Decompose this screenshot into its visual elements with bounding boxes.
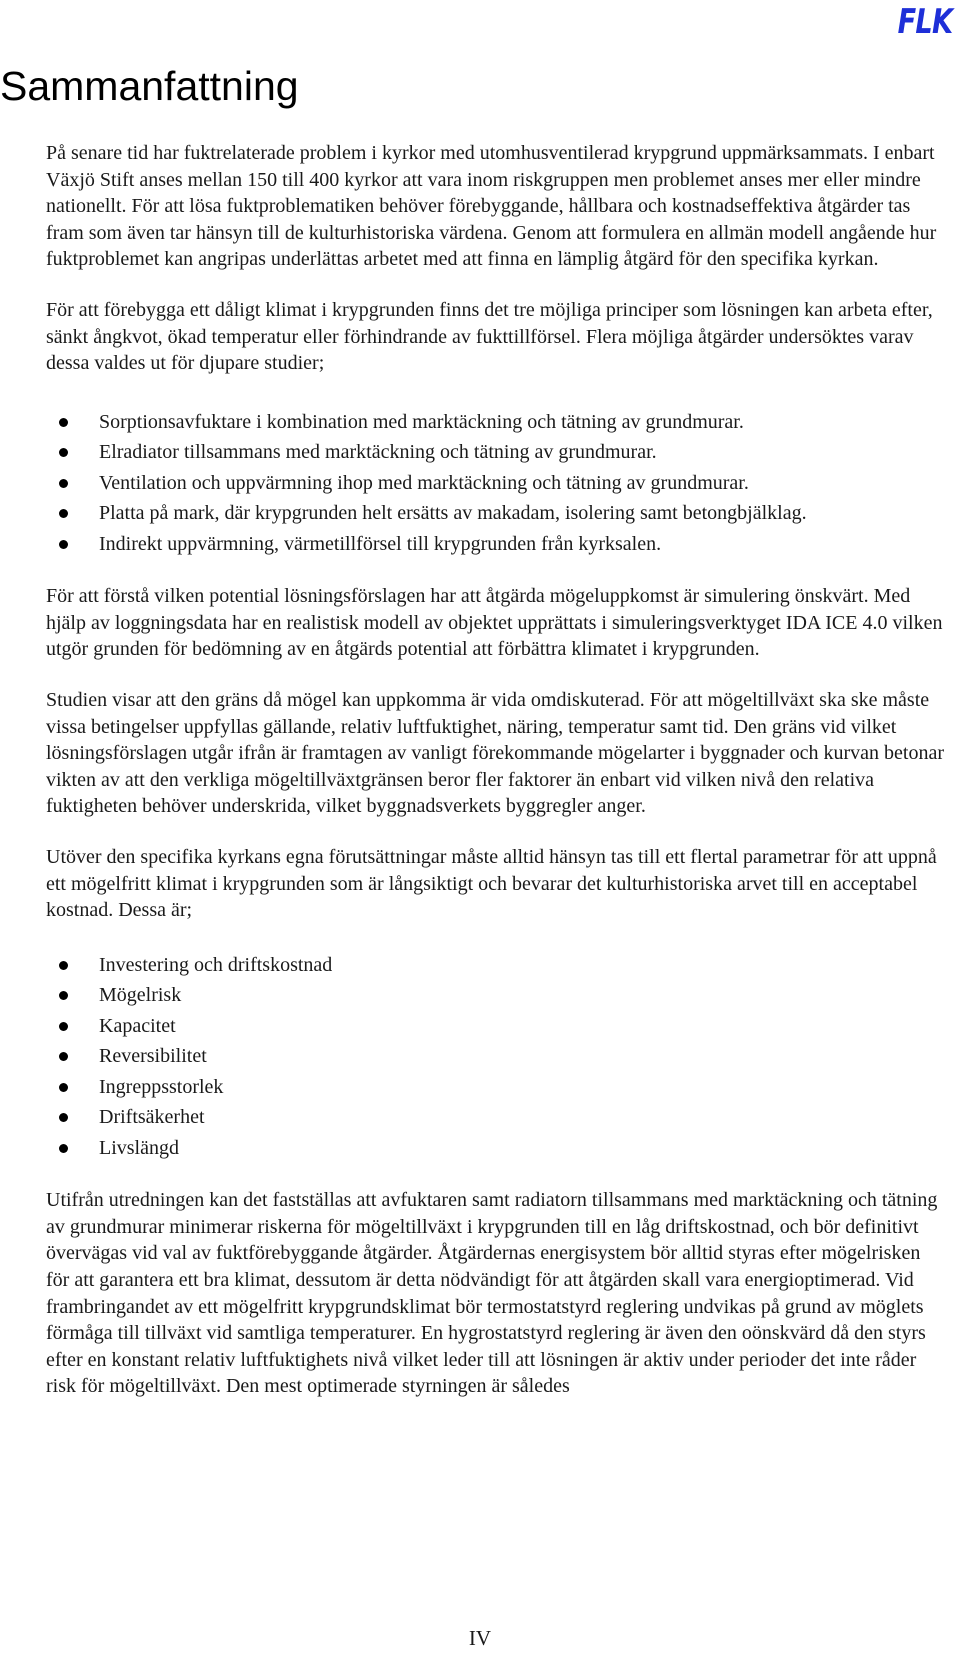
paragraph-simulation: För att förstå vilken potential lösningsförslagen har att åtgärda mögeluppkomst är simulering önskvärt. Med hjälp av loggningsdata har en realistisk modell av objektet upprättats i simuleringsverktyget IDA ICE 4.0 vilken utgör grunden för bedömning av en åtgärds potential att förbättra klimatet i krypgrunden. [46, 585, 943, 661]
paragraph-mould-limit: Studien visar att den gräns då mögel kan uppkomma är vida omdiskuterad. För att mögeltillväxt ska ske måste vissa betingelser uppfyllas gällande, relativ luftfuktighet, näring, temperatur samt tid. Den gräns vid vilket lösningsförslagen utgår ifrån är framtagen av vanligt förekommande mögelarter i byggnader och kurvan betonar vikten av att den verkliga mögeltillväxtgränsen beror fler faktorer än enbart vid vilken nivå den relativa fuktigheten behöver underskrida, vilket byggnadsverkets byggregler anger. [46, 689, 945, 818]
bullet-icon [59, 540, 68, 549]
bullet-icon [59, 1083, 68, 1092]
paragraph-conclusion: Utifrån utredningen kan det fastställas att avfuktaren samt radiatorn tillsammans med marktäckning och tätning av grundmurar minimerar riskerna för mögeltillväxt i krypgrunden till en låg driftskostnad, och bör definitivt övervägas vid val av fuktförebyggande åtgärder. Åtgärdernas energisystem bör alltid styras efter mögelrisken för att garantera ett bra klimat, dessutom är detta nödvändigt för att åtgärden skall vara energioptimerad. Vid frambringandet av ett mögelfritt krypgrundsklimat bör termostatstyrd reglering undvikas på grund av möglets förmåga till tillväxt vid samtliga temperaturer. En hygrostatstyrd reglering är även den oönskvärd då den styrs efter en konstant relativ luftfuktighets nivå vilket leder till att lösningen är aktiv under perioder det inte råder risk för mögeltillväxt. Den mest optimerade styrningen är således [46, 1189, 938, 1398]
list-item: Platta på mark, där krypgrunden helt ersätts av makadam, isolering samt betongbjälklag. [46, 498, 946, 529]
paragraph-principles: För att förebygga ett dåligt klimat i krypgrunden finns det tre möjliga principer som lösningen kan arbeta efter, sänkt ångkvot, ökad temperatur eller förhindrande av fukttillförsel. Flera möjliga åtgärder undersöktes varav dessa valdes ut för djupare studier; [46, 298, 933, 375]
bullet-icon [59, 479, 68, 488]
list-item: Elradiator tillsammans med marktäckning och tätning av grundmurar. [46, 437, 946, 468]
list-item: Reversibilitet [46, 1041, 946, 1072]
list-item: Kapacitet [46, 1011, 946, 1042]
bullet-icon [59, 1144, 68, 1153]
flk-logo: FLK [897, 2, 952, 42]
bullet-icon [59, 991, 68, 1000]
paragraph-intro: På senare tid har fuktrelaterade problem i kyrkor med utomhusventilerad krypgrund uppmärksammats. I enbart Växjö Stift anses mellan 150 till 400 kyrkor att vara inom riskgruppen men problemet anses mer eller mindre nationellt. För att lösa fuktproblematiken behöver förebyggande, hållbara och kostnadseffektiva åtgärder tas fram som även tar hänsyn till de kulturhistoriska värdena. Genom att formulera en allmän modell angående hur fuktproblemet kan angripas underlättas arbetet med att finna en lämplig åtgärd för den specifika kyrkan. [46, 142, 937, 271]
parameters-list [46, 950, 946, 1164]
bullet-icon [59, 1052, 68, 1061]
list-item: Investering och driftskostnad [46, 950, 946, 981]
bullet-icon [59, 1022, 68, 1031]
list-item: Ingreppsstorlek [46, 1072, 946, 1103]
page-number: IV [468, 1626, 492, 1650]
bullet-icon [59, 509, 68, 518]
bullet-icon [59, 448, 68, 457]
document-body [46, 140, 946, 1400]
list-item: Mögelrisk [46, 980, 946, 1011]
bullet-icon [59, 418, 68, 427]
list-item: Sorptionsavfuktare i kombination med marktäckning och tätning av grundmurar. [46, 407, 946, 438]
measures-list [46, 407, 946, 560]
list-item: Indirekt uppvärmning, värmetillförsel till krypgrunden från kyrksalen. [46, 529, 946, 560]
bullet-icon [59, 1113, 68, 1122]
list-item: Driftsäkerhet [46, 1102, 946, 1133]
page-title: Sammanfattning [0, 63, 299, 109]
paragraph-parameters: Utöver den specifika kyrkans egna förutsättningar måste alltid hänsyn tas till ett flertal parametrar för att uppnå ett mögelfritt klimat i krypgrunden som är långsiktigt och bevarar det kulturhistoriska arvet till en acceptabel kostnad. Dessa är; [46, 846, 937, 922]
bullet-icon [59, 961, 68, 970]
list-item: Ventilation och uppvärmning ihop med marktäckning och tätning av grundmurar. [46, 468, 946, 499]
list-item: Livslängd [46, 1133, 946, 1164]
